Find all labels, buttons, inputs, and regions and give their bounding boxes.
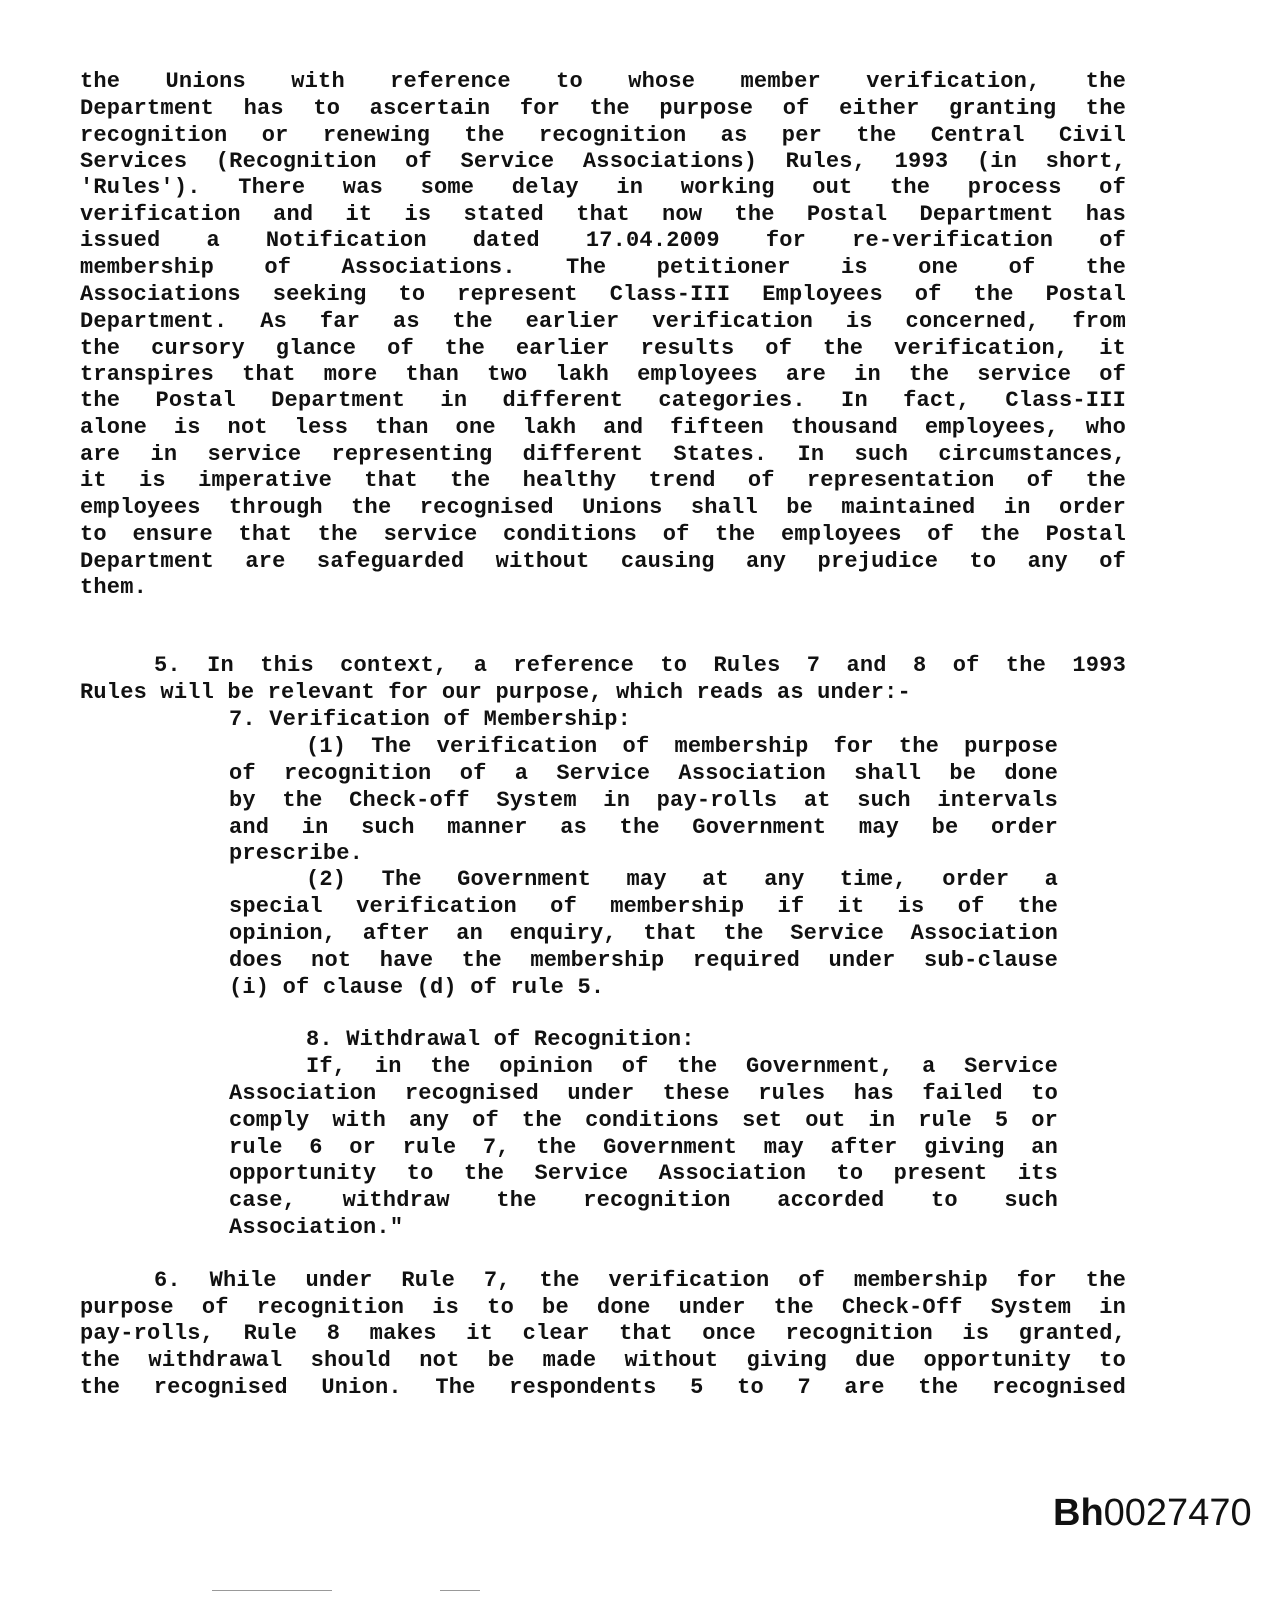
para4-line: recognition or renewing the recognition as per the Central Civil [80, 123, 1126, 148]
para4-line: the cursory glance of the earlier results of the verification, it [80, 336, 1126, 361]
rule8-line: If, in the opinion of the Government, a Service [306, 1054, 1058, 1079]
para6-line: 6. While under Rule 7, the verification of membership for the [154, 1268, 1126, 1293]
para4-line: Department are safeguarded without causing any prejudice to any of [80, 549, 1126, 574]
para4-line: membership of Associations. The petitioner is one of the [80, 255, 1126, 280]
rule7-clause2-line: opinion, after an enquiry, that the Service Association [229, 921, 1058, 946]
rule8-heading: 8. Withdrawal of Recognition: [306, 1027, 695, 1052]
rule7-clause1-line: by the Check-off System in pay-rolls at such intervals [229, 788, 1058, 813]
rule7-clause1-line: (1) The verification of membership for the purpose [306, 734, 1058, 759]
para4-line: transpires that more than two lakh employees are in the service of [80, 362, 1126, 387]
stamp-number: 0027470 [1103, 1492, 1252, 1534]
para6-line: purpose of recognition is to be done under the Check-Off System in [80, 1295, 1126, 1320]
para4-line: issued a Notification dated 17.04.2009 for re-verification of [80, 228, 1126, 253]
para4-line: verification and it is stated that now the Postal Department has [80, 202, 1126, 227]
para6-line: the recognised Union. The respondents 5 to 7 are the recognised [80, 1375, 1126, 1400]
rule8-line: comply with any of the conditions set out in rule 5 or [229, 1108, 1058, 1133]
para5-line: 5. In this context, a reference to Rules 7 and 8 of the 1993 [154, 653, 1126, 678]
para4-line: it is imperative that the healthy trend of representation of the [80, 468, 1126, 493]
para4-line: Associations seeking to represent Class-III Employees of the Postal [80, 282, 1126, 307]
para6-line: the withdrawal should not be made without giving due opportunity to [80, 1348, 1126, 1373]
para4-line: them. [80, 575, 148, 600]
rule7-clause2-line: (2) The Government may at any time, order a [306, 867, 1058, 892]
para5-line: Rules will be relevant for our purpose, which reads as under:- [80, 680, 911, 705]
stamp-prefix: Bh [1053, 1492, 1104, 1534]
rule8-line: case, withdraw the recognition accorded to such [229, 1188, 1058, 1213]
para4-line: Department has to ascertain for the purpose of either granting the [80, 96, 1126, 121]
para4-line: the Postal Department in different categories. In fact, Class-III [80, 388, 1126, 413]
rule8-line: Association." [229, 1215, 404, 1240]
para6-line: pay-rolls, Rule 8 makes it clear that once recognition is granted, [80, 1321, 1126, 1346]
document-id-stamp [1053, 1492, 1252, 1535]
para4-line: employees through the recognised Unions shall be maintained in order [80, 495, 1126, 520]
rule7-clause2-line: special verification of membership if it is of the [229, 894, 1058, 919]
rule7-heading: 7. Verification of Membership: [229, 707, 632, 732]
rule7-clause1-line: of recognition of a Service Association shall be done [229, 761, 1058, 786]
rule7-clause2-line: does not have the membership required under sub-clause [229, 948, 1058, 973]
rule8-line: opportunity to the Service Association to present its [229, 1161, 1058, 1186]
rule7-clause1-line: and in such manner as the Government may be order [229, 815, 1058, 840]
rule8-line: rule 6 or rule 7, the Government may after giving an [229, 1135, 1058, 1160]
para4-line: the Unions with reference to whose member verification, the [80, 69, 1126, 94]
para4-line: are in service representing different States. In such circumstances, [80, 442, 1126, 467]
para4-line: 'Rules'). There was some delay in working out the process of [80, 175, 1126, 200]
para4-line: Department. As far as the earlier verification is concerned, from [80, 309, 1126, 334]
para4-line: to ensure that the service conditions of the employees of the Postal [80, 522, 1126, 547]
rule7-clause1-line: prescribe. [229, 841, 364, 866]
scan-artifact-line [212, 1590, 332, 1591]
para4-line: alone is not less than one lakh and fifteen thousand employees, who [80, 415, 1126, 440]
rule7-clause2-line: (i) of clause (d) of rule 5. [229, 975, 605, 1000]
para4-line: Services (Recognition of Service Associations) Rules, 1993 (in short, [80, 149, 1126, 174]
scan-artifact-line [440, 1590, 480, 1591]
rule8-line: Association recognised under these rules has failed to [229, 1081, 1058, 1106]
